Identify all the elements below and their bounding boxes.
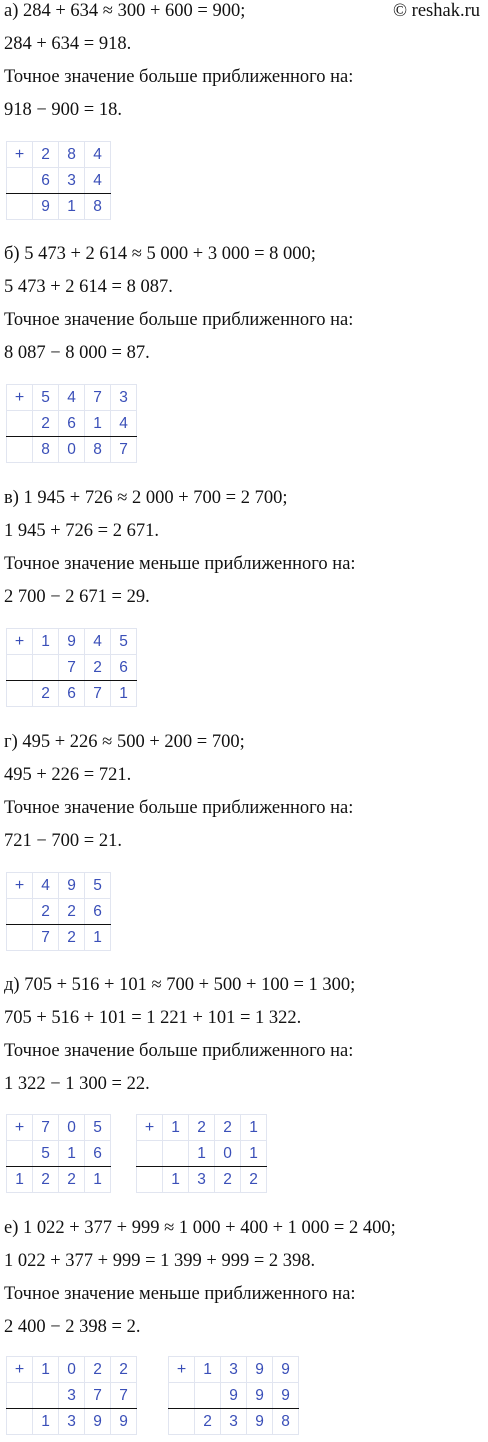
digit-cell: 9: [247, 1383, 273, 1409]
digit-cell: [163, 1141, 189, 1167]
digit-cell: 7: [85, 1383, 111, 1409]
digit-cell: 2: [59, 925, 85, 951]
plus-sign: +: [7, 142, 33, 168]
digit-cell: 7: [85, 681, 111, 707]
digit-cell: 9: [33, 194, 59, 220]
digit-cell: 0: [59, 1357, 85, 1383]
watermark: © reshak.ru: [393, 1, 480, 21]
column-addition-d: [6, 872, 111, 951]
digit-cell: 2: [59, 1167, 85, 1193]
empty-cell: [7, 194, 33, 220]
column-addition-a: [6, 141, 111, 220]
digit-cell: 0: [215, 1141, 241, 1167]
digit-cell: 5: [85, 1115, 111, 1141]
plus-sign: +: [7, 873, 33, 899]
section-e-line-1: д) 705 + 516 + 101 ≈ 700 + 500 + 100 = 1 300;: [4, 975, 356, 995]
plus-sign: +: [7, 1115, 33, 1141]
plus-sign: +: [137, 1115, 163, 1141]
digit-cell: 4: [85, 629, 111, 655]
empty-cell: [137, 1167, 163, 1193]
digit-cell: 2: [85, 1357, 111, 1383]
digit-cell: 3: [59, 1409, 85, 1435]
section-a-line-3: Точное значение больше приближенного на:: [4, 67, 354, 87]
digit-cell: 2: [85, 655, 111, 681]
digit-cell: 5: [85, 873, 111, 899]
plus-sign: +: [7, 629, 33, 655]
digit-cell: 3: [111, 385, 137, 411]
digit-cell: 5: [111, 629, 137, 655]
section-c-line-1: в) 1 945 + 726 ≈ 2 000 + 700 = 2 700;: [4, 488, 288, 508]
section-d-line-4: 721 − 700 = 21.: [4, 831, 122, 851]
section-f-line-1: е) 1 022 + 377 + 999 ≈ 1 000 + 400 + 1 000 = 2 400;: [4, 1218, 396, 1238]
plus-sign: +: [169, 1357, 195, 1383]
section-b-line-1: б) 5 473 + 2 614 ≈ 5 000 + 3 000 = 8 000;: [4, 244, 316, 264]
empty-cell: [7, 411, 33, 437]
digit-cell: 4: [85, 142, 111, 168]
section-a-line-4: 918 − 900 = 18.: [4, 100, 122, 120]
section-f-line-4: 2 400 − 2 398 = 2.: [4, 1317, 141, 1337]
digit-cell: 9: [85, 1409, 111, 1435]
digit-cell: 2: [33, 142, 59, 168]
column-addition-f2: [168, 1356, 299, 1435]
digit-cell: 2: [215, 1115, 241, 1141]
digit-cell: 2: [189, 1115, 215, 1141]
digit-cell: 1: [241, 1141, 267, 1167]
digit-cell: 7: [59, 655, 85, 681]
digit-cell: 3: [189, 1167, 215, 1193]
empty-cell: [7, 437, 33, 463]
section-a-line-2: 284 + 634 = 918.: [4, 34, 132, 54]
empty-cell: [7, 681, 33, 707]
section-f-line-2: 1 022 + 377 + 999 = 1 399 + 999 = 2 398.: [4, 1251, 316, 1271]
digit-cell: 8: [85, 194, 111, 220]
empty-cell: [7, 925, 33, 951]
digit-cell: 2: [241, 1167, 267, 1193]
section-f-line-3: Точное значение меньше приближенного на:: [4, 1284, 356, 1304]
section-e-line-2: 705 + 516 + 101 = 1 221 + 101 = 1 322.: [4, 1008, 302, 1028]
section-d-line-1: г) 495 + 226 ≈ 500 + 200 = 700;: [4, 732, 245, 752]
digit-cell: 1: [163, 1167, 189, 1193]
digit-cell: 1: [189, 1141, 215, 1167]
digit-cell: 9: [59, 629, 85, 655]
empty-cell: [7, 655, 33, 681]
digit-cell: 6: [85, 1141, 111, 1167]
digit-cell: 9: [221, 1383, 247, 1409]
digit-cell: 8: [85, 437, 111, 463]
section-a-line-1: а) 284 + 634 ≈ 300 + 600 = 900;: [4, 1, 246, 21]
section-b-line-4: 8 087 − 8 000 = 87.: [4, 343, 150, 363]
column-addition-f1: [6, 1356, 137, 1435]
column-addition-e1: [6, 1114, 111, 1193]
section-c-line-2: 1 945 + 726 = 2 671.: [4, 521, 159, 541]
digit-cell: 2: [33, 1167, 59, 1193]
digit-cell: 1: [241, 1115, 267, 1141]
digit-cell: 9: [247, 1409, 273, 1435]
digit-cell: 2: [33, 411, 59, 437]
digit-cell: 2: [33, 681, 59, 707]
digit-cell: 1: [195, 1357, 221, 1383]
digit-cell: 3: [221, 1357, 247, 1383]
digit-cell: 4: [85, 168, 111, 194]
digit-cell: 7: [33, 925, 59, 951]
section-d-line-2: 495 + 226 = 721.: [4, 765, 132, 785]
section-e-line-4: 1 322 − 1 300 = 22.: [4, 1074, 150, 1094]
digit-cell: 8: [59, 142, 85, 168]
digit-cell: 9: [247, 1357, 273, 1383]
section-b-line-3: Точное значение больше приближенного на:: [4, 310, 354, 330]
digit-cell: 3: [59, 1383, 85, 1409]
section-c-line-3: Точное значение меньше приближенного на:: [4, 554, 356, 574]
digit-cell: 9: [59, 873, 85, 899]
digit-cell: [195, 1383, 221, 1409]
digit-cell: 6: [85, 899, 111, 925]
digit-cell: 2: [33, 899, 59, 925]
digit-cell: 7: [85, 385, 111, 411]
digit-cell: 1: [59, 194, 85, 220]
digit-cell: 0: [59, 1115, 85, 1141]
digit-cell: 5: [33, 385, 59, 411]
digit-cell: 9: [111, 1409, 137, 1435]
column-addition-c: [6, 628, 137, 707]
digit-cell: 2: [195, 1409, 221, 1435]
empty-cell: [7, 168, 33, 194]
section-d-line-3: Точное значение больше приближенного на:: [4, 798, 354, 818]
empty-cell: [169, 1383, 195, 1409]
section-b-line-2: 5 473 + 2 614 = 8 087.: [4, 277, 173, 297]
digit-cell: 4: [33, 873, 59, 899]
plus-sign: +: [7, 1357, 33, 1383]
digit-cell: 1: [85, 925, 111, 951]
digit-cell: 0: [59, 437, 85, 463]
empty-cell: [7, 1409, 33, 1435]
digit-cell: 5: [33, 1141, 59, 1167]
section-e-line-3: Точное значение больше приближенного на:: [4, 1041, 354, 1061]
digit-cell: 3: [59, 168, 85, 194]
digit-cell: 2: [59, 899, 85, 925]
empty-cell: [7, 1141, 33, 1167]
digit-cell: [33, 1383, 59, 1409]
column-addition-b: [6, 384, 137, 463]
digit-cell: 7: [33, 1115, 59, 1141]
digit-cell: 1: [85, 1167, 111, 1193]
digit-cell: 8: [33, 437, 59, 463]
digit-cell: 9: [273, 1357, 299, 1383]
digit-cell: 1: [59, 1141, 85, 1167]
digit-cell: 6: [33, 168, 59, 194]
digit-cell: 6: [59, 411, 85, 437]
plus-sign: +: [7, 385, 33, 411]
digit-cell: 9: [273, 1383, 299, 1409]
digit-cell: 1: [111, 681, 137, 707]
digit-cell: 7: [111, 437, 137, 463]
digit-cell: 3: [221, 1409, 247, 1435]
digit-cell: 6: [111, 655, 137, 681]
digit-cell: 1: [33, 1357, 59, 1383]
digit-cell: 7: [111, 1383, 137, 1409]
digit-cell: 8: [273, 1409, 299, 1435]
section-c-line-4: 2 700 − 2 671 = 29.: [4, 587, 150, 607]
digit-cell: 1: [33, 1409, 59, 1435]
digit-cell: 1: [7, 1167, 33, 1193]
digit-cell: 1: [163, 1115, 189, 1141]
column-addition-e2: [136, 1114, 267, 1193]
digit-cell: 2: [111, 1357, 137, 1383]
empty-cell: [169, 1409, 195, 1435]
digit-cell: 2: [215, 1167, 241, 1193]
digit-cell: 4: [111, 411, 137, 437]
digit-cell: 4: [59, 385, 85, 411]
empty-cell: [7, 1383, 33, 1409]
digit-cell: [33, 655, 59, 681]
digit-cell: 1: [33, 629, 59, 655]
digit-cell: 1: [85, 411, 111, 437]
empty-cell: [7, 899, 33, 925]
empty-cell: [137, 1141, 163, 1167]
digit-cell: 6: [59, 681, 85, 707]
